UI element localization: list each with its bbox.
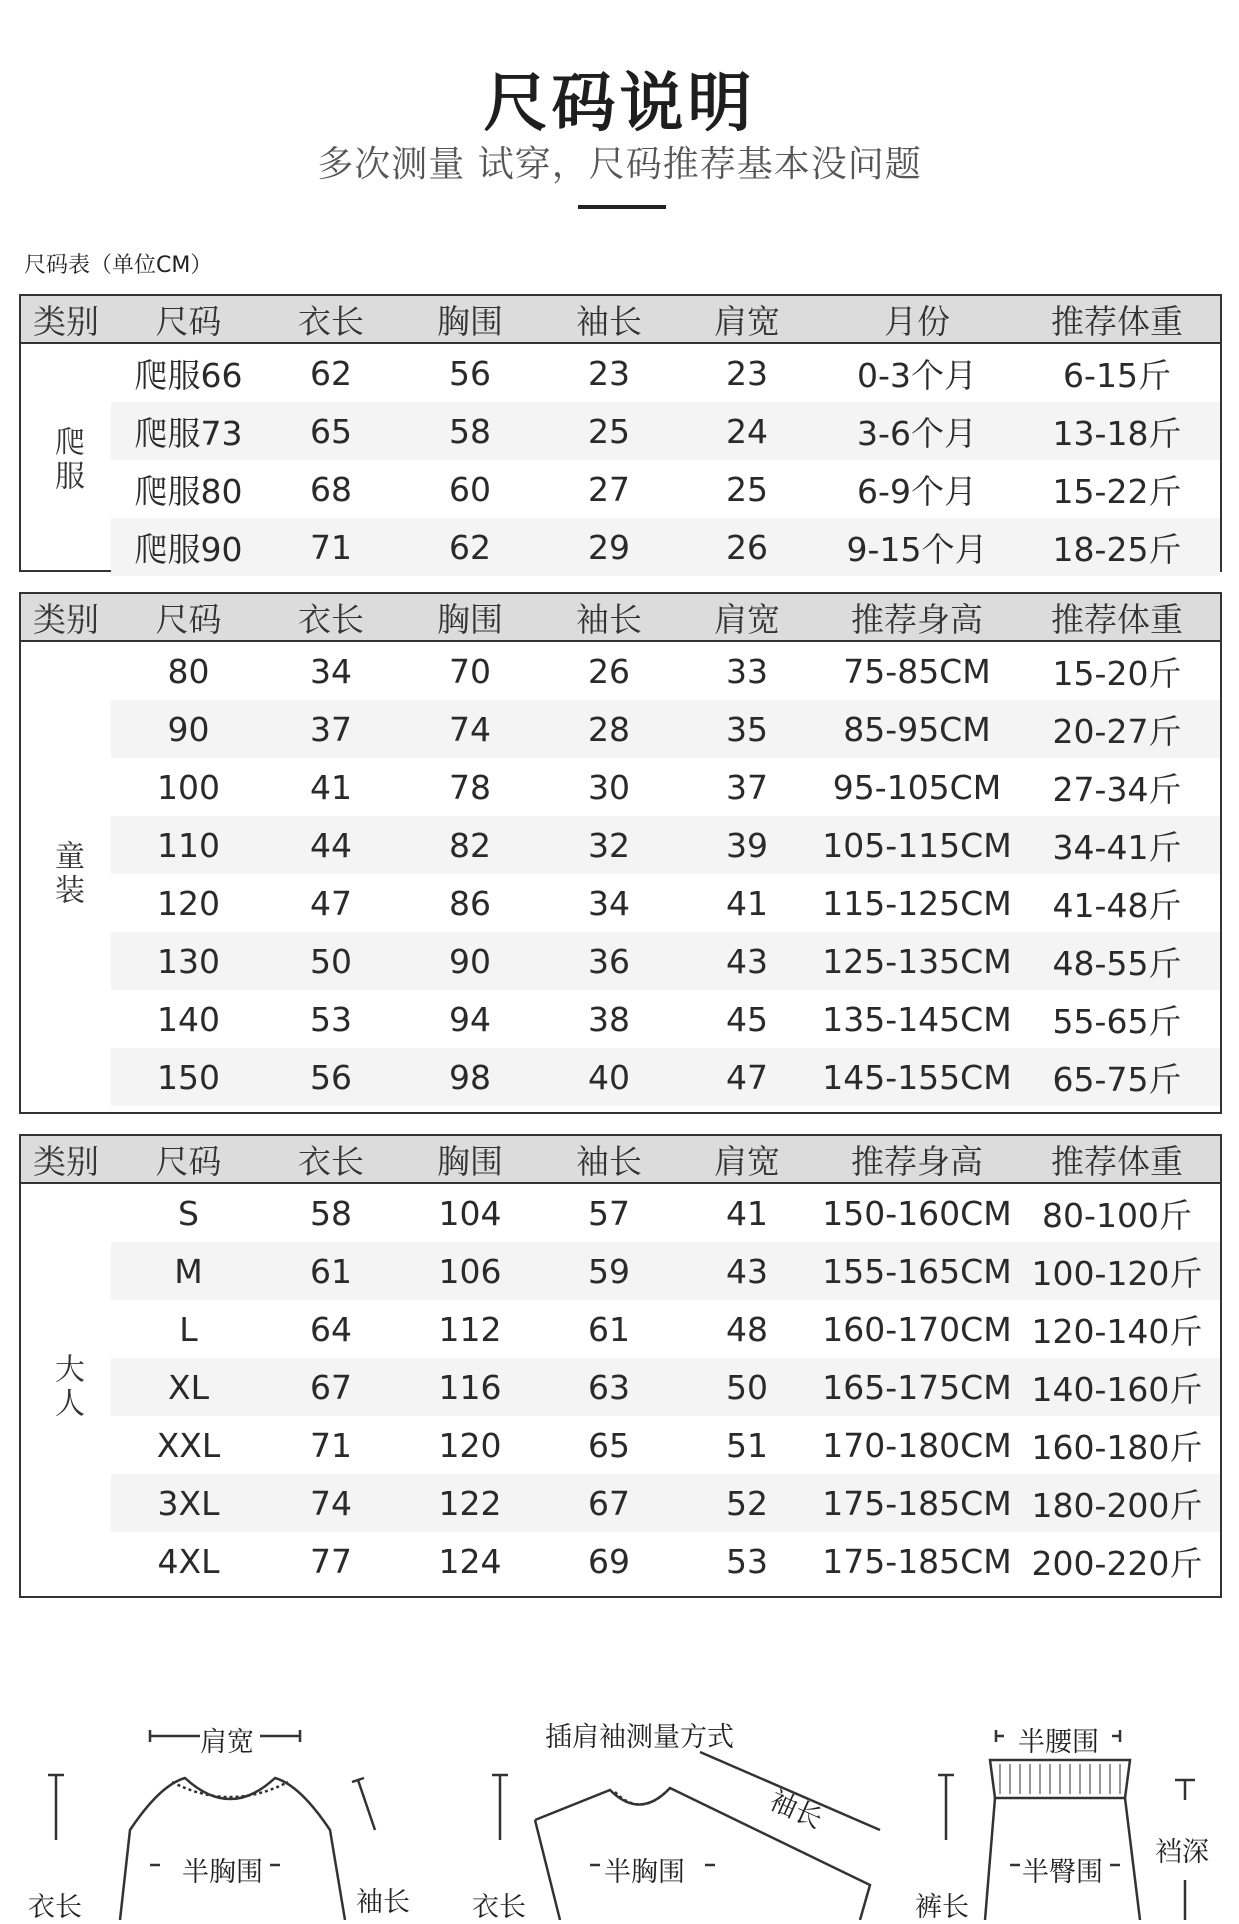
header-cell: 类别 [33,301,99,341]
table-cell: 115-125CM [822,883,1012,923]
raglan-chest-label: 半胸围 [604,1857,685,1888]
size-table-crawler [19,294,1222,572]
table-cell: 41 [310,767,352,807]
header-cell: 尺码 [155,301,222,341]
table-row [111,1048,1220,1106]
table-cell: 160-170CM [822,1309,1012,1349]
table-cell: 爬服80 [134,471,243,511]
header-cell: 袖长 [576,301,642,341]
raglan-sleeve-label: 袖长 [764,1785,827,1836]
table-cell: 38 [588,999,630,1039]
header-cell: 肩宽 [714,599,780,639]
table-cell: 37 [310,709,352,749]
table-header [21,1136,1220,1184]
table-cell: 43 [726,1251,768,1291]
table-cell: M [174,1251,203,1291]
table-header [21,296,1220,344]
table-cell: 23 [588,353,630,393]
table-row [111,460,1220,518]
table-cell: S [178,1193,199,1233]
table-cell: 82 [449,825,491,865]
header-cell: 袖长 [576,1141,642,1181]
category-label: 童装 [49,840,84,908]
table-cell: 180-200斤 [1031,1485,1203,1525]
table-cell: 55-65斤 [1052,1001,1182,1041]
header-cell: 月份 [884,301,950,341]
table-cell: 70 [449,651,491,691]
pants-length-line [938,1775,954,1840]
table-cell: 175-185CM [822,1483,1012,1523]
header-cell: 推荐体重 [1051,1141,1183,1181]
header-cell: 推荐身高 [851,1141,983,1181]
table-cell: 67 [588,1483,630,1523]
shirt-outline-icon [120,1778,345,1920]
table-cell: 106 [438,1251,502,1291]
table-cell: 43 [726,941,768,981]
table-cell: 150 [157,1057,220,1097]
table-cell: 32 [588,825,630,865]
table-cell: 34 [588,883,630,923]
table-cell: 50 [310,941,352,981]
table-cell: 58 [310,1193,352,1233]
table-cell: 30 [588,767,630,807]
table-cell: 48-55斤 [1052,943,1182,983]
table-cell: 4XL [157,1541,220,1581]
header-cell: 胸围 [437,301,503,341]
table-cell: 58 [449,411,491,451]
shirt-length-label: 衣长 [28,1892,82,1923]
table-cell: 3-6个月 [857,413,977,453]
table-cell: 175-185CM [822,1541,1012,1581]
table-cell: 6-9个月 [857,471,977,511]
measurement-diagrams [0,1700,1239,1923]
pants-hip-label: 半臀围 [1022,1857,1103,1888]
table-cell: 41-48斤 [1052,885,1182,925]
table-cell: 34-41斤 [1052,827,1182,867]
table-row [111,518,1220,576]
table-cell: 104 [438,1193,502,1233]
header-cell: 推荐体重 [1051,599,1183,639]
table-cell: 爬服90 [134,529,243,569]
table-cell: 145-155CM [822,1057,1012,1097]
table-cell: L [179,1309,198,1349]
title-divider [578,205,666,209]
table-cell: 61 [588,1309,630,1349]
table-cell: 33 [726,651,768,691]
category-label: 爬服 [49,426,84,494]
table-cell: 94 [449,999,491,1039]
category-cell [21,642,111,1106]
table-cell: 41 [726,1193,768,1233]
table-cell: 120-140斤 [1031,1311,1203,1351]
table-cell: 68 [310,469,352,509]
table-row [111,1532,1220,1590]
table-cell: 165-175CM [822,1367,1012,1407]
size-table-kids [19,592,1222,1114]
table-cell: 170-180CM [822,1425,1012,1465]
table-cell: 60 [449,469,491,509]
table-row [111,1358,1220,1416]
table-cell: 53 [310,999,352,1039]
table-cell: 6-15斤 [1063,355,1171,395]
table-cell: 56 [449,353,491,393]
header-cell: 胸围 [437,599,503,639]
table-caption: 尺码表（单位CM） [24,253,213,278]
raglan-length-line [492,1775,508,1840]
table-cell: 45 [726,999,768,1039]
table-cell: 39 [726,825,768,865]
table-cell: 98 [449,1057,491,1097]
table-cell: 67 [310,1367,352,1407]
table-cell: 78 [449,767,491,807]
table-cell: 29 [588,527,630,567]
header-cell: 推荐体重 [1051,301,1183,341]
table-cell: 65 [588,1425,630,1465]
table-cell: 36 [588,941,630,981]
table-cell: 37 [726,767,768,807]
table-header [21,594,1220,642]
table-cell: 24 [726,411,768,451]
table-row [111,344,1220,402]
table-row [111,1416,1220,1474]
table-row [111,816,1220,874]
table-cell: 71 [310,527,352,567]
header-cell: 类别 [33,1141,99,1181]
table-cell: 15-22斤 [1052,471,1182,511]
table-cell: 26 [588,651,630,691]
table-cell: 140 [157,999,220,1039]
table-cell: 57 [588,1193,630,1233]
table-cell: 65-75斤 [1052,1059,1182,1099]
page-title: 尺码说明 [483,67,756,141]
pants-rib-icon [1000,1764,1120,1794]
table-cell: 200-220斤 [1031,1543,1203,1583]
table-row [111,1184,1220,1242]
table-cell: 155-165CM [822,1251,1012,1291]
table-row [111,1242,1220,1300]
table-cell: 80-100斤 [1042,1195,1192,1235]
table-cell: 9-15个月 [846,529,988,569]
table-cell: 爬服73 [134,413,243,453]
raglan-length-label: 衣长 [472,1892,526,1923]
table-cell: 116 [438,1367,502,1407]
table-cell: 50 [726,1367,768,1407]
header-cell: 尺码 [155,599,222,639]
table-row [111,758,1220,816]
table-cell: 63 [588,1367,630,1407]
table-cell: 150-160CM [822,1193,1012,1233]
table-cell: 122 [438,1483,502,1523]
table-cell: 110 [157,825,220,865]
table-cell: 56 [310,1057,352,1097]
table-cell: 69 [588,1541,630,1581]
table-row [111,1300,1220,1358]
table-cell: 77 [310,1541,352,1581]
header-cell: 衣长 [298,301,364,341]
table-cell: 53 [726,1541,768,1581]
table-cell: 15-20斤 [1052,653,1182,693]
table-cell: 47 [310,883,352,923]
table-cell: 0-3个月 [857,355,977,395]
header-cell: 衣长 [298,599,364,639]
category-cell [21,344,111,576]
table-cell: 90 [449,941,491,981]
header-cell: 肩宽 [714,301,780,341]
table-cell: 86 [449,883,491,923]
table-cell: 51 [726,1425,768,1465]
table-cell: 27-34斤 [1052,769,1182,809]
table-cell: 74 [449,709,491,749]
table-cell: 100 [157,767,220,807]
table-cell: 160-180斤 [1031,1427,1203,1467]
table-cell: 74 [310,1483,352,1523]
table-cell: 75-85CM [843,651,991,691]
raglan-title-label: 插肩袖测量方式 [545,1722,734,1753]
shirt-chest-label: 半胸围 [182,1857,263,1888]
header-cell: 推荐身高 [851,599,983,639]
table-cell: 13-18斤 [1052,413,1182,453]
table-cell: 62 [449,527,491,567]
table-cell: 65 [310,411,352,451]
raglan-side-icon [535,1820,560,1920]
table-cell: 25 [588,411,630,451]
table-cell: 105-115CM [822,825,1012,865]
category-cell [21,1184,111,1590]
table-cell: 135-145CM [822,999,1012,1039]
table-cell: 23 [726,353,768,393]
table-cell: 90 [167,709,210,749]
table-cell: 95-105CM [832,767,1002,807]
table-cell: 100-120斤 [1031,1253,1203,1293]
table-cell: 34 [310,651,352,691]
table-cell: 59 [588,1251,630,1291]
table-row [111,874,1220,932]
table-cell: 35 [726,709,768,749]
table-cell: 26 [726,527,768,567]
table-rows [111,344,1220,576]
table-rows [111,1184,1220,1590]
header-cell: 胸围 [437,1141,503,1181]
table-rows [111,642,1220,1106]
table-row [111,932,1220,990]
table-cell: 112 [438,1309,502,1349]
table-cell: 85-95CM [843,709,991,749]
table-row [111,1474,1220,1532]
table-cell: 20-27斤 [1052,711,1182,751]
table-cell: 25 [726,469,768,509]
table-cell: 62 [310,353,352,393]
pants-length-label: 裤长 [915,1892,969,1923]
header-cell: 类别 [33,599,99,639]
table-cell: 爬服66 [134,355,243,395]
table-cell: 120 [438,1425,502,1465]
table-row [111,990,1220,1048]
header-cell: 肩宽 [714,1141,780,1181]
category-label: 大人 [49,1353,84,1421]
shirt-shoulder-label: 肩宽 [200,1727,254,1758]
table-cell: 44 [310,825,352,865]
table-row [111,642,1220,700]
table-cell: 140-160斤 [1031,1369,1203,1409]
header-cell: 衣长 [298,1141,364,1181]
page-subtitle: 多次测量 试穿，尺码推荐基本没问题 [317,144,922,185]
table-cell: 41 [726,883,768,923]
table-cell: XL [168,1367,209,1407]
table-cell: 130 [157,941,220,981]
shirt-collar-icon [172,1782,288,1797]
table-cell: 18-25斤 [1052,529,1182,569]
sleeve-measure-line [352,1778,375,1830]
table-cell: 3XL [157,1483,220,1523]
pants-rise-label: 裆深 [1155,1837,1209,1868]
table-cell: 61 [310,1251,352,1291]
table-cell: 125-135CM [822,941,1012,981]
table-cell: 48 [726,1309,768,1349]
table-cell: 120 [157,883,220,923]
shirt-sleeve-label: 袖长 [356,1887,410,1918]
pants-waist-label: 半腰围 [1018,1727,1099,1758]
table-cell: 47 [726,1057,768,1097]
table-cell: 28 [588,709,630,749]
table-cell: XXL [156,1425,221,1465]
raglan-collar-icon [615,1790,668,1805]
table-row [111,402,1220,460]
table-cell: 40 [588,1057,630,1097]
table-cell: 64 [310,1309,352,1349]
table-cell: 80 [167,651,210,691]
table-cell: 52 [726,1483,768,1523]
table-cell: 71 [310,1425,352,1465]
table-row [111,700,1220,758]
table-cell: 124 [438,1541,502,1581]
header-cell: 袖长 [576,599,642,639]
table-cell: 27 [588,469,630,509]
size-table-adult [19,1134,1222,1598]
header-cell: 尺码 [155,1141,222,1181]
length-measure-line [48,1775,64,1840]
